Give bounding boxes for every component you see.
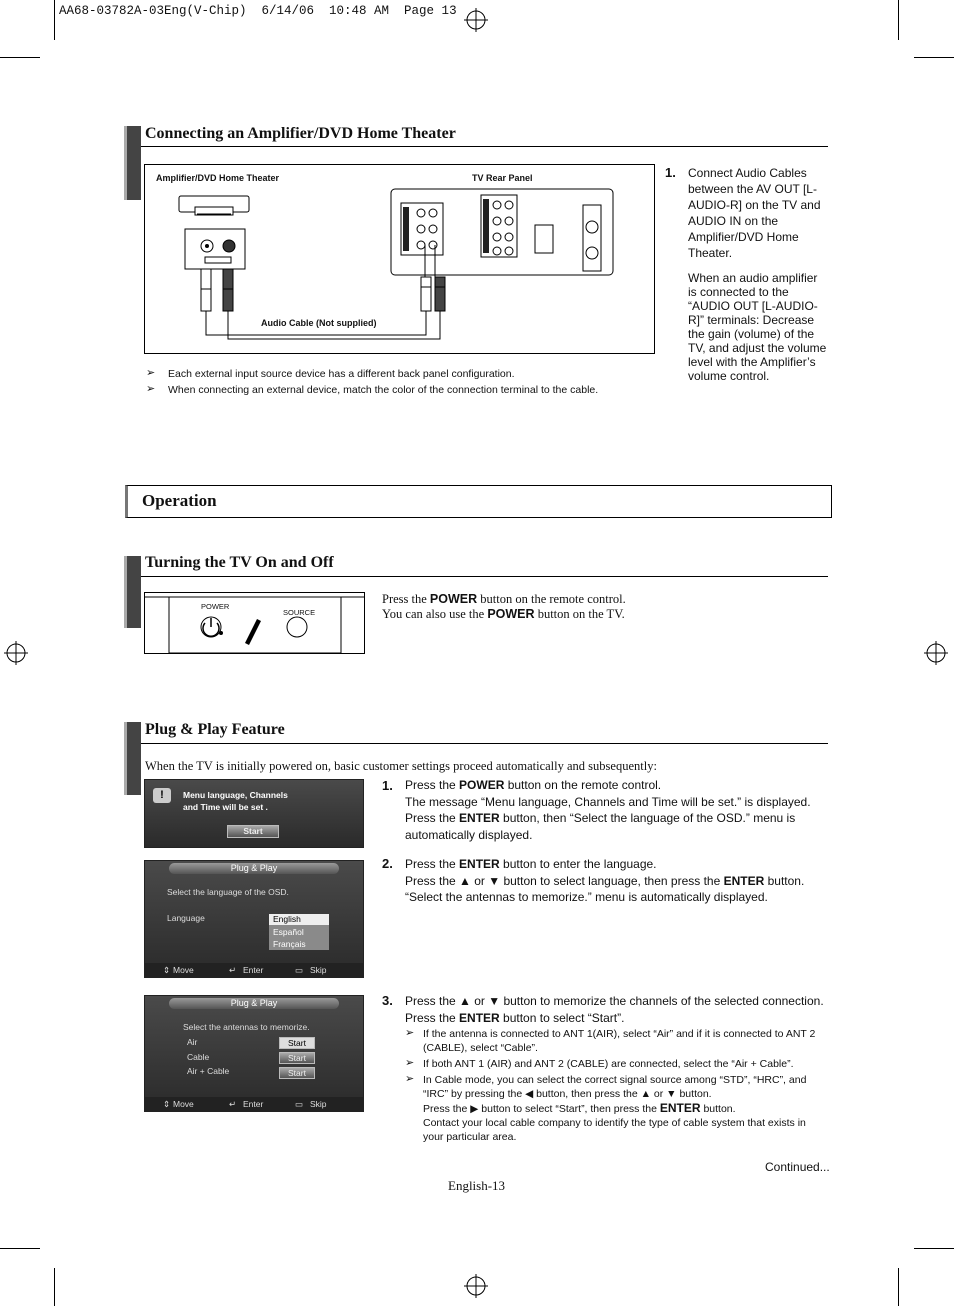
tv-front-panel xyxy=(144,592,365,654)
crop-mark xyxy=(54,1268,55,1306)
skip-icon: ▭ xyxy=(295,965,304,975)
crop-mark xyxy=(54,0,55,40)
info-icon: ! xyxy=(153,788,171,803)
plug-intro: When the TV is initially powered on, basic customer settings proceed automatically and subsequently: xyxy=(145,759,657,773)
amp-section-title: Connecting an Amplifier/DVD Home Theater xyxy=(145,125,456,142)
crop-mark xyxy=(0,57,40,58)
amplifier-label: Amplifier/DVD Home Theater xyxy=(156,173,280,183)
note-arrow-icon: ➢ xyxy=(146,383,156,395)
crop-mark xyxy=(898,0,899,40)
antenna-row-label: Cable xyxy=(187,1052,210,1062)
step-number: 3. xyxy=(382,993,393,1008)
section-bar xyxy=(124,126,141,200)
note-arrow-icon: ➢ xyxy=(405,1057,415,1069)
note-arrow-icon: ➢ xyxy=(405,1027,415,1039)
antenna-row-label: Air + Cable xyxy=(187,1066,230,1076)
section-rule xyxy=(141,146,828,147)
osd-message-screen xyxy=(144,779,364,848)
air-start-button[interactable]: Start xyxy=(279,1037,315,1049)
note-arrow-icon: ➢ xyxy=(146,367,156,379)
cable-illustration xyxy=(145,165,654,353)
cable-label: Audio Cable (Not supplied) xyxy=(261,318,377,328)
move-icon: ⇕ xyxy=(163,965,171,975)
section-bar xyxy=(124,556,141,628)
osd-message-line: and Time will be set . xyxy=(183,802,268,812)
plug-section-title: Plug & Play Feature xyxy=(145,721,285,738)
tv-rear-panel-label: TV Rear Panel xyxy=(472,173,533,183)
osd-footer: ⇕ Move ↵ Enter ▭ Skip xyxy=(145,1097,363,1111)
amp-step-text: Connect Audio Cables between the AV OUT [L-AUDIO-R] on the TV and AUDIO IN on the Amplifier/DVD Home Theater. xyxy=(688,166,821,260)
amp-step-note: When an audio amplifier is connected to the “AUDIO OUT [L-AUDIO-R]” terminals: Decrease the gain (volume) of the TV, and adjust the volume level with the Amplifier’s volume control. xyxy=(688,271,827,383)
note-arrow-icon: ➢ xyxy=(405,1073,415,1085)
print-slug: AA68-03782A-03Eng(V-Chip) 6/14/06 10:48 AM Page 13 xyxy=(59,4,457,18)
osd-title: Plug & Play xyxy=(169,998,339,1009)
crop-mark xyxy=(914,57,954,58)
step-number: 1. xyxy=(665,165,676,180)
tv-panel-illustration xyxy=(145,593,364,653)
language-option[interactable]: Français xyxy=(273,939,306,949)
language-option[interactable]: English xyxy=(269,914,329,925)
crop-mark xyxy=(0,1248,40,1249)
amp-note: Each external input source device has a different back panel configuration. xyxy=(168,368,515,380)
turning-text: Press the POWER button on the remote control. You can also use the POWER button on the TV. xyxy=(382,592,626,621)
section-bar xyxy=(124,722,141,795)
plug-step-2: Press the ENTER button to enter the language. Press the ▲ or ▼ button to select language, then press the ENTER button. “Select the antennas to memorize.” menu is automatically displayed. xyxy=(405,857,805,904)
crop-mark xyxy=(914,1248,954,1249)
osd-language-screen xyxy=(144,860,364,978)
connection-diagram xyxy=(144,164,655,354)
section-rule xyxy=(141,743,828,744)
turning-section-title: Turning the TV On and Off xyxy=(145,554,334,571)
step-number: 1. xyxy=(382,778,393,793)
continued-label: Continued... xyxy=(765,1160,830,1174)
language-label: Language xyxy=(167,913,205,923)
plug-note: If the antenna is connected to ANT 1(AIR), select “Air” and if it is connected to ANT 2 (CABLE), select “Cable”. xyxy=(423,1028,816,1054)
osd-prompt: Select the antennas to memorize. xyxy=(183,1022,310,1032)
plug-step-3: Press the ▲ or ▼ button to memorize the channels of the selected connection. Press the ENTER button to select “Start”. xyxy=(405,994,824,1025)
step-number: 2. xyxy=(382,856,393,871)
osd-antenna-screen xyxy=(144,995,364,1112)
registration-mark xyxy=(924,641,948,665)
registration-mark xyxy=(464,8,488,32)
plug-step-1: Press the POWER button on the remote control. The message “Menu language, Channels and Time will be set.” is displayed. Press the ENTER button, then “Select the language of the OSD.” menu is automatically displayed. xyxy=(405,778,811,842)
language-list xyxy=(269,914,329,950)
plug-note: If both ANT 1 (AIR) and ANT 2 (CABLE) are connected, select the “Air + Cable”. xyxy=(423,1058,794,1070)
osd-start-button[interactable]: Start xyxy=(227,825,279,838)
osd-prompt: Select the language of the OSD. xyxy=(167,887,289,897)
cable-start-button[interactable]: Start xyxy=(279,1052,315,1064)
plug-note: In Cable mode, you can select the correct signal source among “STD”, “HRC”, and “IRC” by pressing the ◀ button, then press the ▲ or ▼ button. Press the ▶ button to select “Start”, then press the ENTER button. Contact your local cable company to identify the type of cable system that exists in your particular area. xyxy=(423,1074,807,1143)
amp-note: When connecting an external device, match the color of the connection terminal to the cable. xyxy=(168,384,599,396)
move-icon: ⇕ xyxy=(163,1099,171,1109)
osd-title: Plug & Play xyxy=(169,863,339,874)
page-number: English-13 xyxy=(448,1178,506,1193)
antenna-row-label: Air xyxy=(187,1037,198,1047)
enter-icon: ↵ xyxy=(229,1099,237,1109)
language-option[interactable]: Español xyxy=(273,927,304,937)
section-rule xyxy=(141,576,828,577)
air-cable-start-button[interactable]: Start xyxy=(279,1067,315,1079)
operation-title: Operation xyxy=(142,491,217,510)
osd-message-line: Menu language, Channels xyxy=(183,790,288,800)
power-label: POWER xyxy=(201,602,230,611)
skip-icon: ▭ xyxy=(295,1099,304,1109)
crop-mark xyxy=(898,1268,899,1306)
registration-mark xyxy=(464,1274,488,1298)
osd-footer: ⇕ Move ↵ Enter ▭ Skip xyxy=(145,963,363,977)
operation-banner xyxy=(125,485,832,518)
source-label: SOURCE xyxy=(283,608,316,617)
enter-icon: ↵ xyxy=(229,965,237,975)
registration-mark xyxy=(4,641,28,665)
